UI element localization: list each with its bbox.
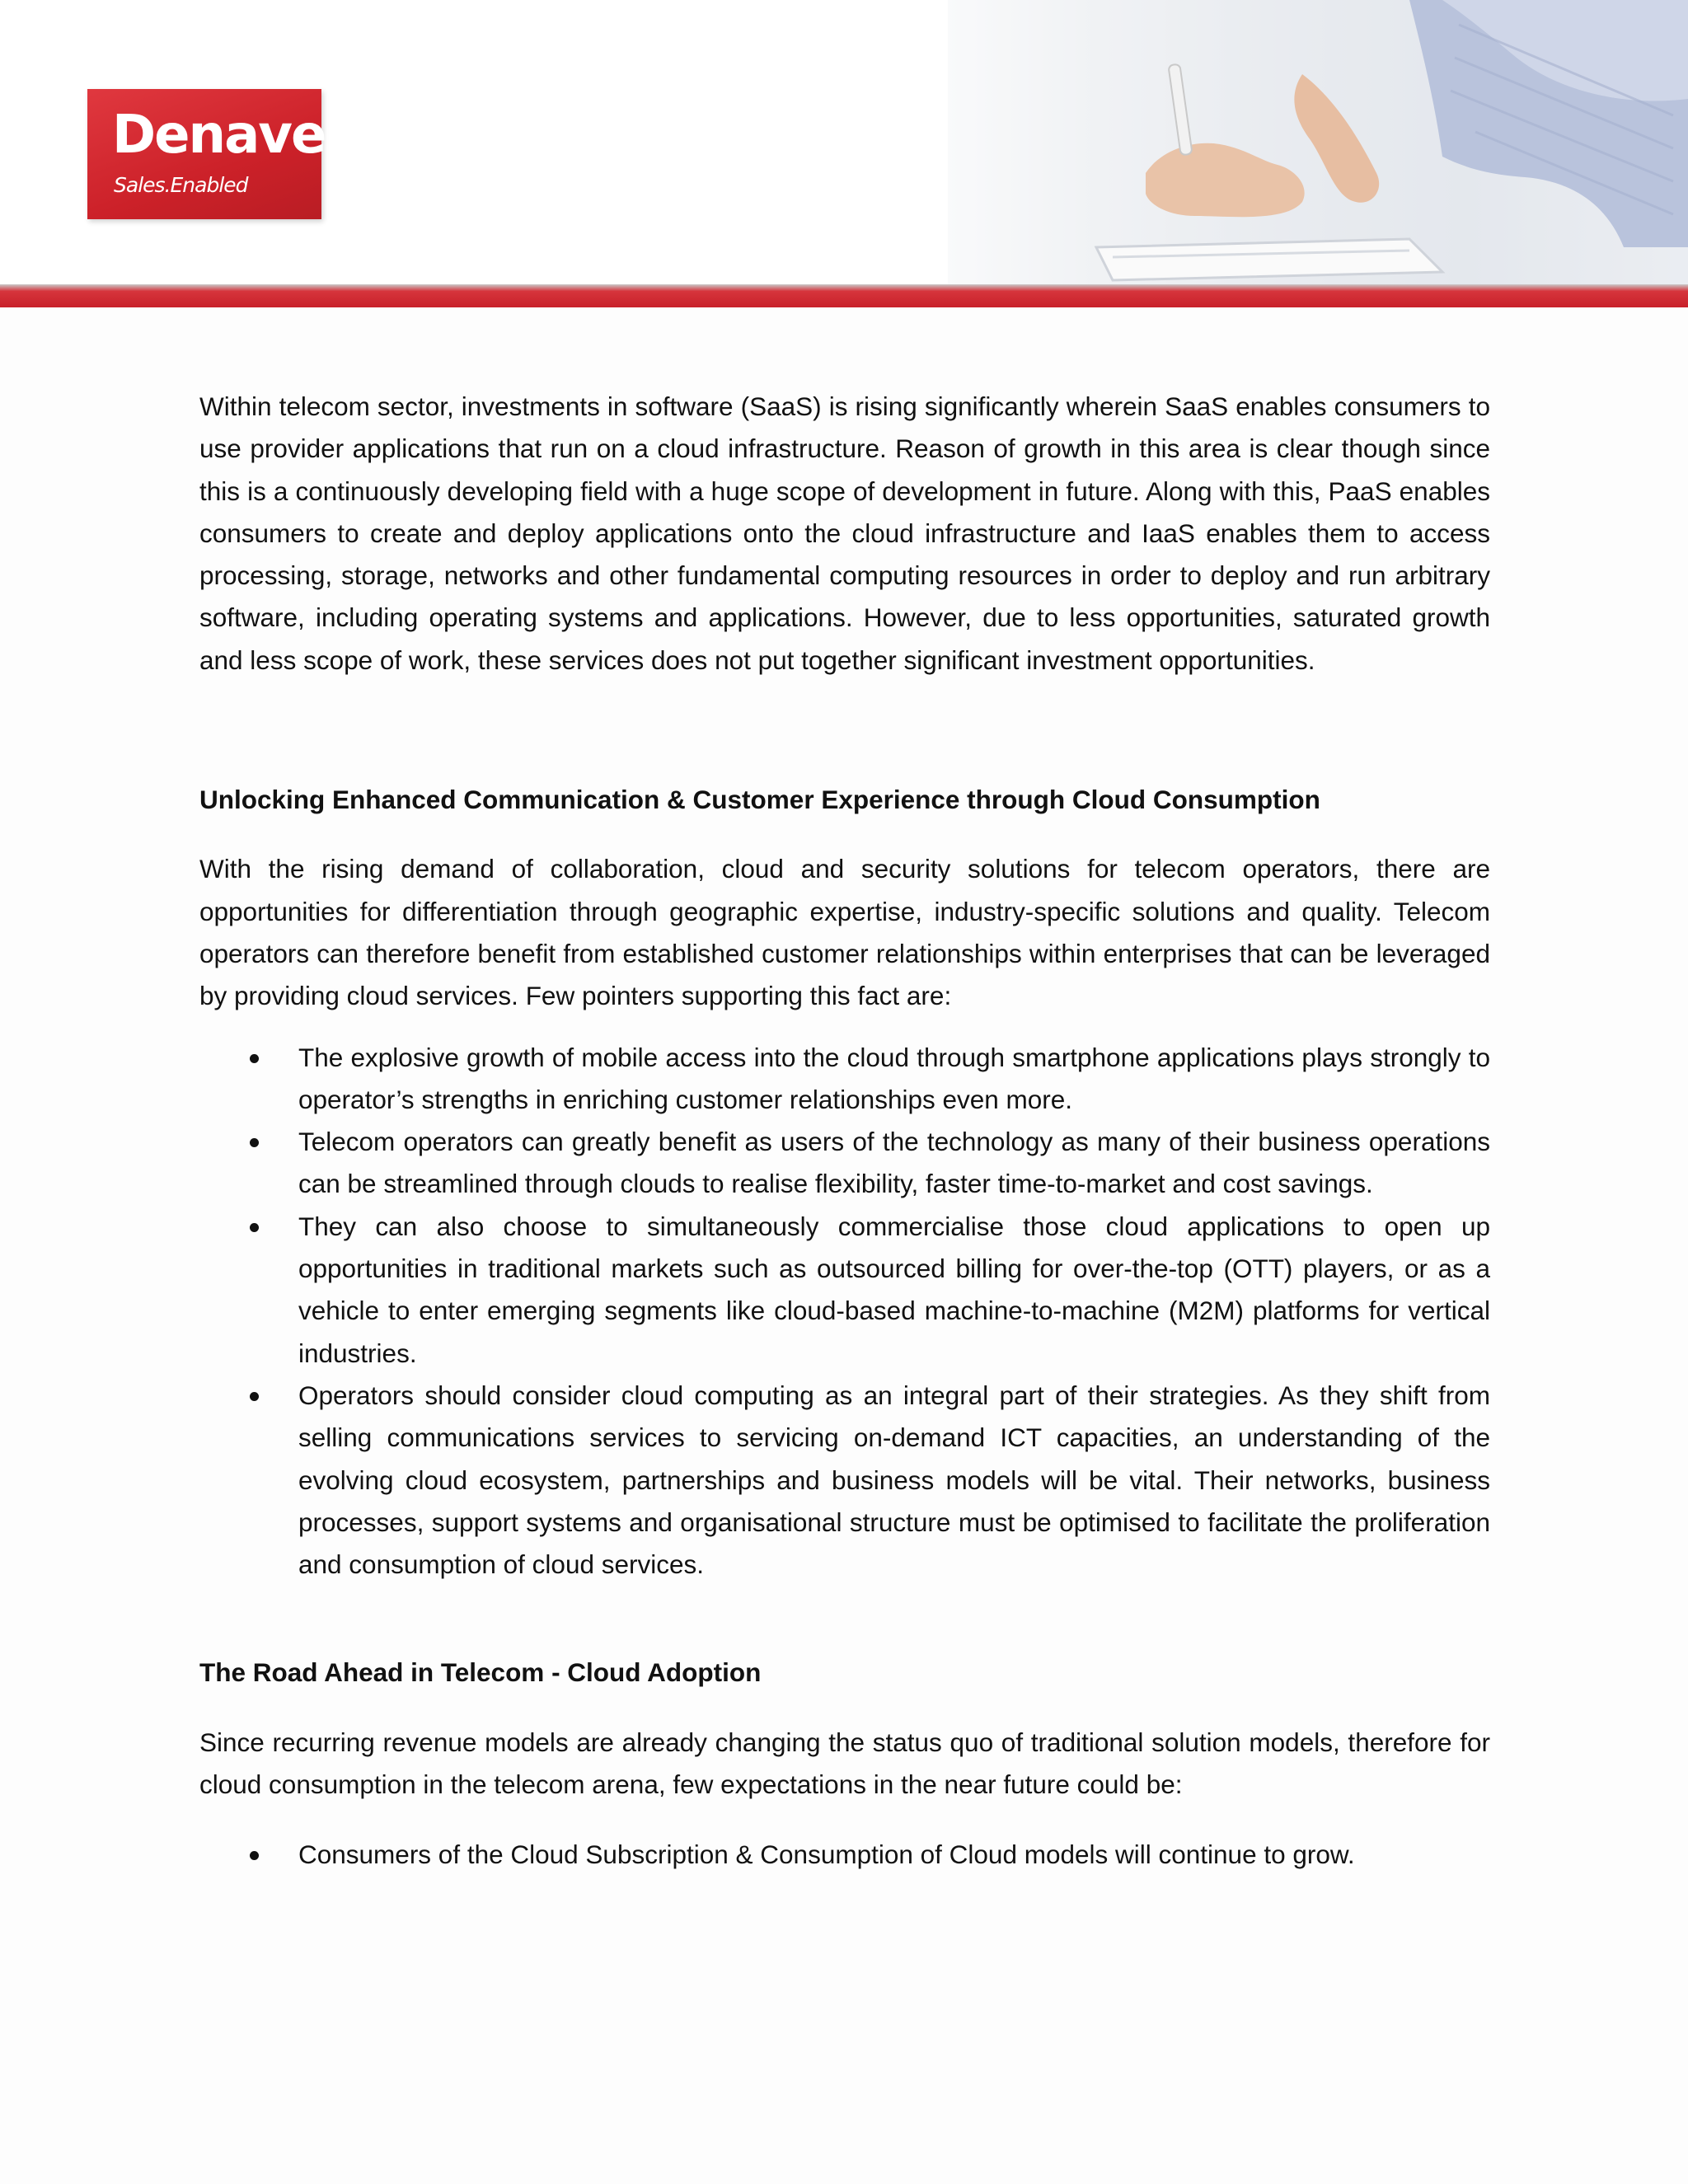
logo-tagline: Sales.Enabled (114, 173, 248, 197)
section1-bullet-list (199, 1037, 1490, 1586)
bullet-icon (250, 1392, 259, 1401)
bullet-text: Operators should consider cloud computing as an integral part of their strategies. As they shift from selling communications services to servicing on-demand ICT capacities, an understanding of the evolving cloud ecosystem, partnerships and business models will be vital. Their networks, business processes, support systems and organisational structure must be optimised to facilitate the proliferation and consumption of cloud services. (298, 1380, 1490, 1580)
bullet-text: They can also choose to simultaneously commercialise those cloud applications to open up opportunities in traditional markets such as outsourced billing for over-the-top (OTT) players, or as a vehicle to enter emerging segments like cloud-based machine-to-machine (M2M) platforms for vertical industries. (298, 1211, 1490, 1368)
document-body (199, 386, 1490, 1877)
bullet-icon (250, 1223, 259, 1232)
businessman-writing-image (948, 0, 1688, 288)
list-item (199, 1375, 1490, 1586)
header-red-bar (0, 284, 1688, 307)
bullet-text: Telecom operators can greatly benefit as users of the technology as many of their business operations can be streamlined through clouds to realise flexibility, faster time-to-market and cost savings. (298, 1127, 1490, 1199)
intro-paragraph: Within telecom sector, investments in software (SaaS) is rising significantly wherein SaaS enables consumers to use provider applications that run on a cloud infrastructure. Reason of growth in this area is clear though since this is a continuously developing field with a huge scope of development in future. Along with this, PaaS enables consumers to create and deploy applications onto the cloud infrastructure and IaaS enables them to access processing, storage, networks and other fundamental computing resources in order to deploy and run arbitrary software, including operating systems and applications. However, due to less opportunities, saturated growth and less scope of work, these services does not put together significant investment opportunities. (199, 391, 1490, 675)
bullet-text: The explosive growth of mobile access into the cloud through smartphone applications plays strongly to operator’s strengths in enriching customer relationships even more. (298, 1042, 1490, 1114)
bullet-icon (250, 1138, 259, 1147)
list-item (199, 1121, 1490, 1206)
page-header (0, 0, 1688, 309)
denave-logo (87, 89, 326, 219)
list-item (199, 1037, 1490, 1122)
section1-paragraph: With the rising demand of collaboration, cloud and security solutions for telecom operators, there are opportunities for differentiation through geographic expertise, industry-specific solutions and quality. Telecom operators can therefore benefit from established customer relationships within enterprises that can be leveraged by providing cloud services. Few pointers supporting this fact are: (199, 854, 1490, 1011)
bullet-icon (250, 1851, 259, 1860)
section-heading-cloud-consumption: Unlocking Enhanced Communication & Customer Experience through Cloud Consumption (199, 785, 1320, 815)
header-photo (948, 0, 1688, 288)
logo-name: Denave (112, 105, 326, 166)
list-item (199, 1206, 1490, 1375)
bullet-text: Consumers of the Cloud Subscription & Consumption of Cloud models will continue to grow. (298, 1840, 1355, 1870)
section-heading-road-ahead: The Road Ahead in Telecom - Cloud Adoption (199, 1657, 762, 1688)
bullet-icon (250, 1054, 259, 1063)
list-item (199, 1834, 1490, 1876)
section2-bullet-list (199, 1834, 1490, 1876)
section2-paragraph: Since recurring revenue models are already changing the status quo of traditional solution models, therefore for cloud consumption in the telecom arena, few expectations in the near future could be: (199, 1727, 1490, 1800)
